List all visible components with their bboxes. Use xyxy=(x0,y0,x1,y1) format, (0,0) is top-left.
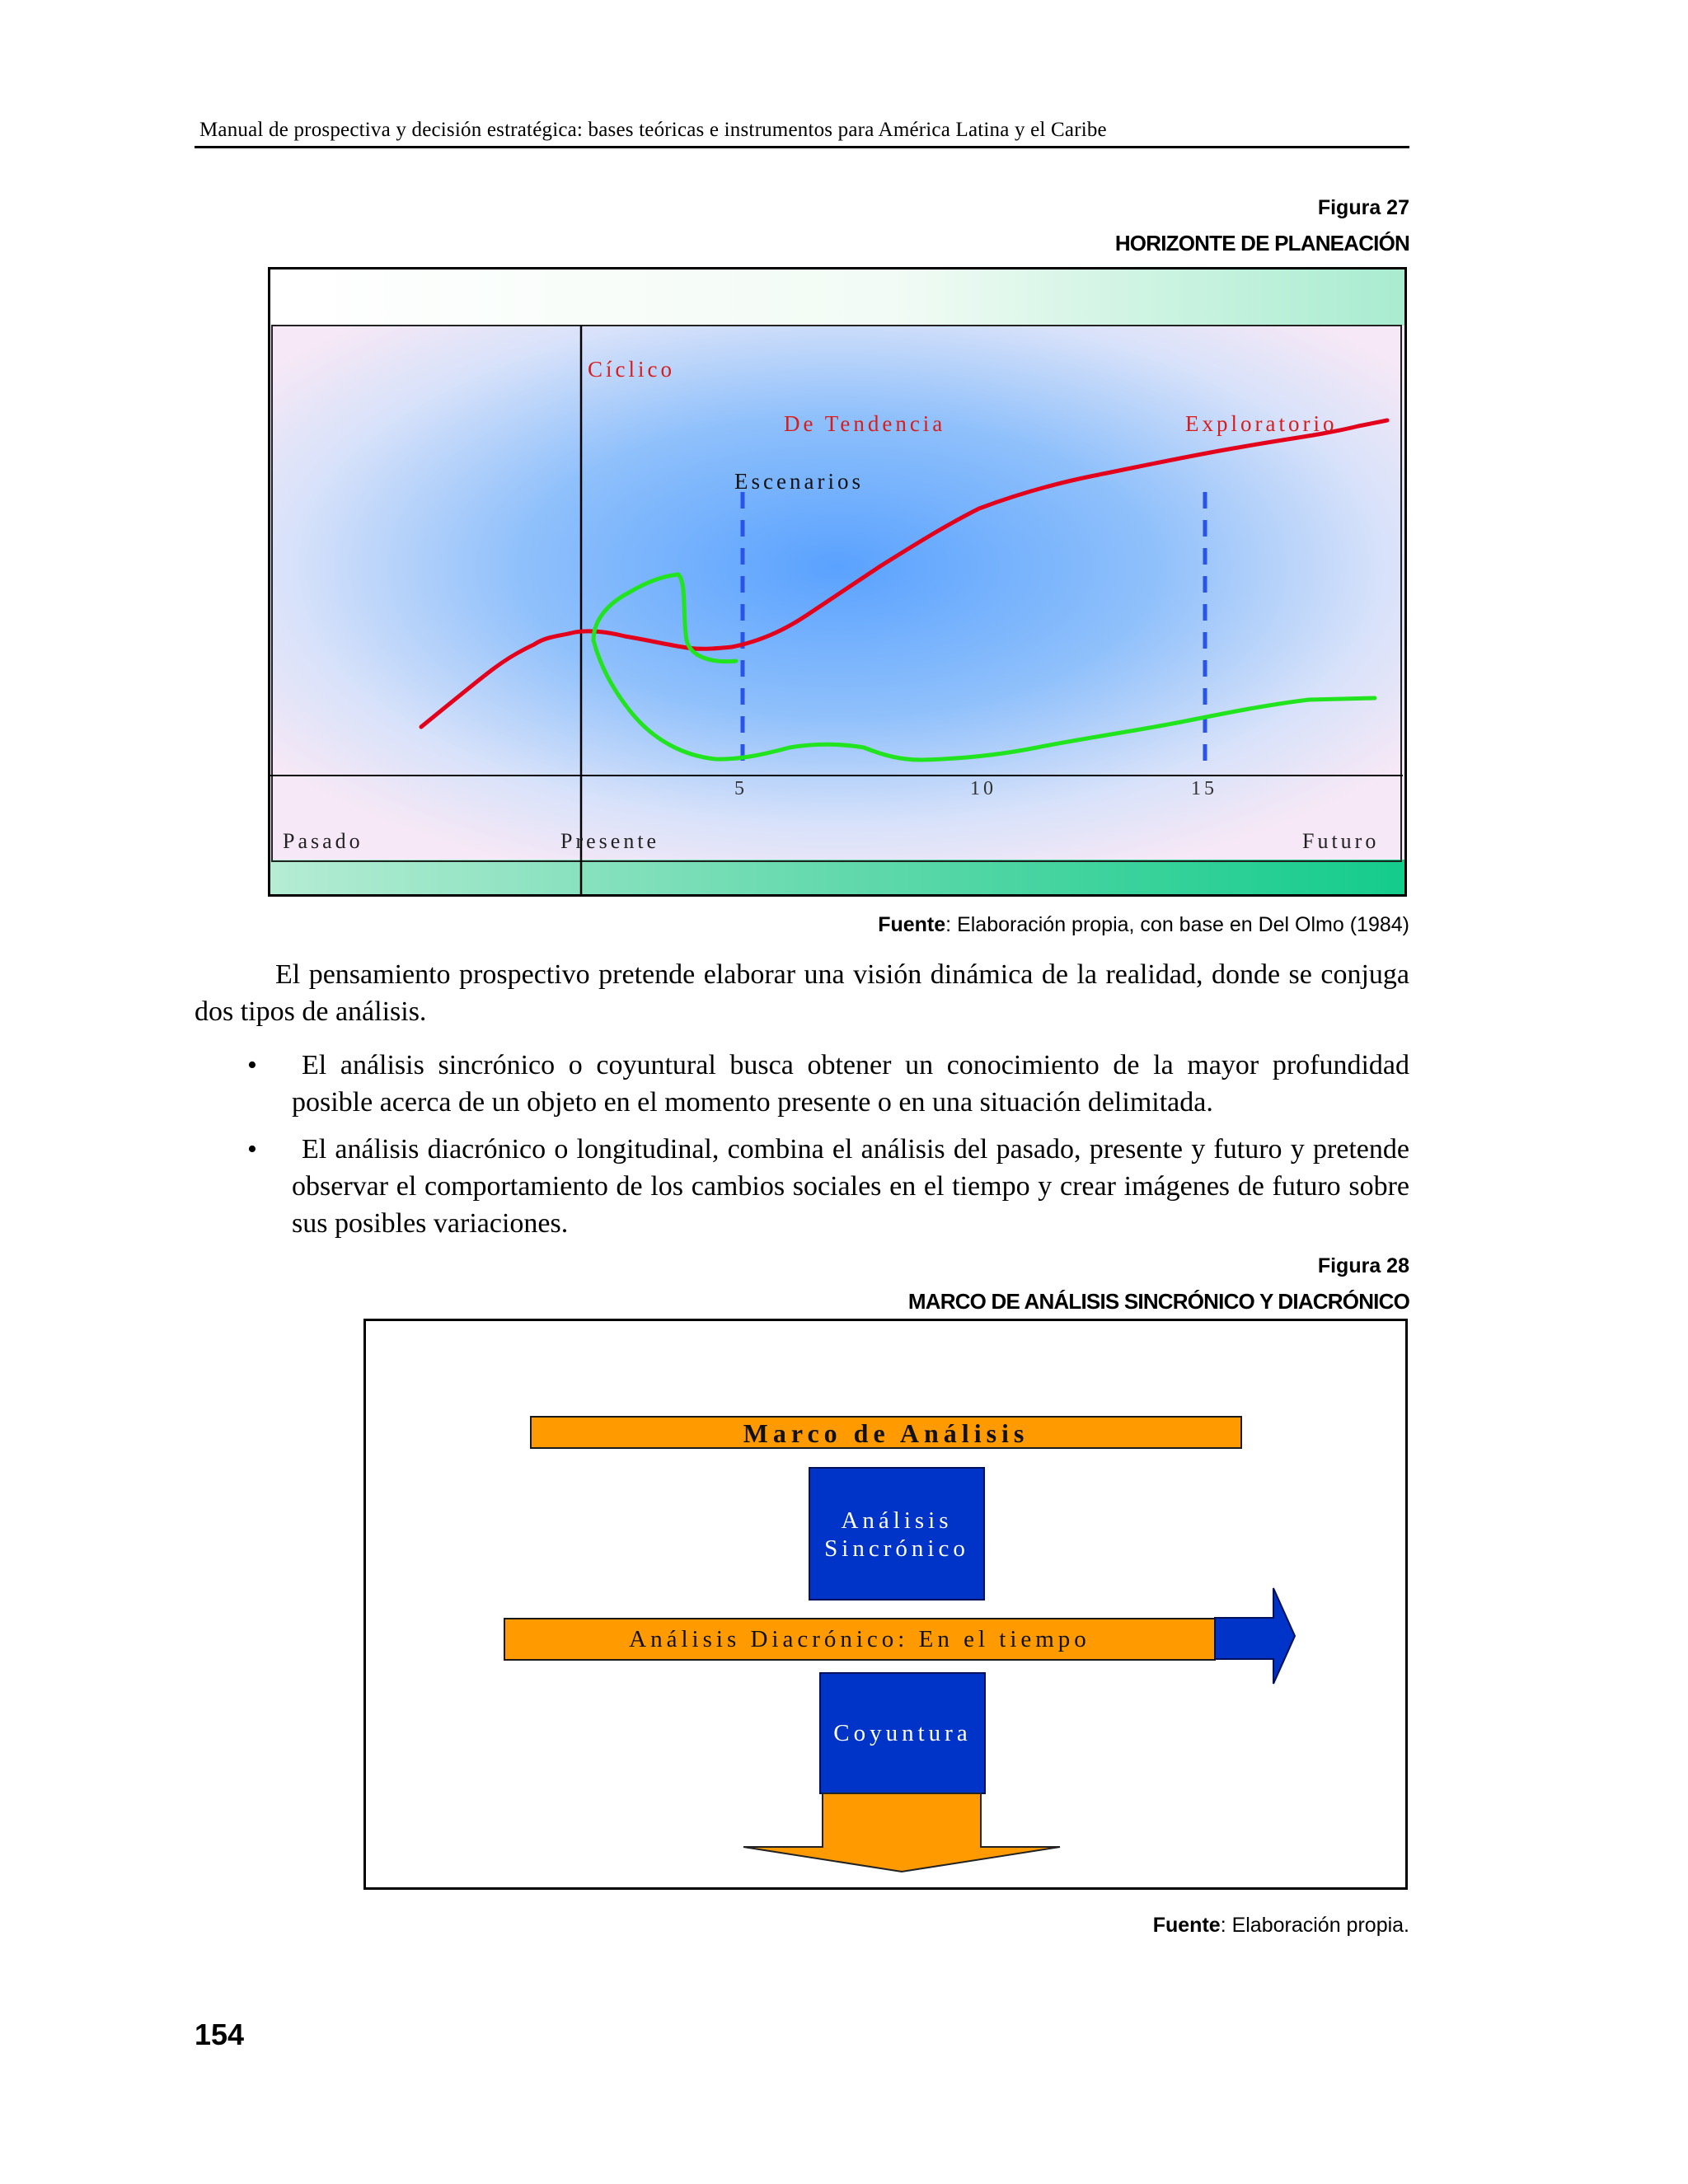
bullet-symbol: • xyxy=(247,1050,257,1080)
bullet-symbol: • xyxy=(247,1134,257,1165)
horizon-diagram-svg xyxy=(270,269,1404,894)
marco-analisis-label: Marco de Análisis xyxy=(743,1418,1029,1448)
sincronico-box xyxy=(809,1467,985,1601)
running-header: Manual de prospectiva y decisión estratégica: bases teóricas e instrumentos para América Latina y el Caribe xyxy=(199,119,1107,141)
coyuntura-label: Coyuntura xyxy=(833,1720,972,1746)
page-number: 154 xyxy=(195,2018,245,2051)
figure-27-source xyxy=(878,913,1409,937)
source-text: : Elaboración propia, con base en Del Olmo (1984) xyxy=(945,913,1409,936)
figure-28-diagram xyxy=(363,1319,1408,1890)
label-ciclico: Cíclico xyxy=(588,357,675,382)
arrow-down-icon xyxy=(737,1793,1067,1875)
label-presente: Presente xyxy=(560,829,660,853)
label-pasado: Pasado xyxy=(283,829,363,853)
top-band xyxy=(270,269,1404,326)
figure-27-title: HORIZONTE DE PLANEACIÓN xyxy=(1114,231,1409,255)
diacronico-label: Análisis Diacrónico: En el tiempo xyxy=(629,1626,1090,1652)
figure-28-title: MARCO DE ANÁLISIS SINCRÓNICO Y DIACRÓNICO xyxy=(907,1289,1409,1314)
coyuntura-box xyxy=(819,1672,986,1794)
bullet-text: El análisis diacrónico o longitudinal, combina el análisis del pasado, presente y futuro y pretende observar el comportamiento de los cambios sociales en el tiempo y crear imágenes de futuro sobre sus posibles variaciones. xyxy=(292,1134,1409,1239)
tick-label-5: 5 xyxy=(734,778,748,799)
source-bold: Fuente xyxy=(878,913,946,936)
sincronico-line1: Análisis xyxy=(841,1507,953,1534)
bottom-band xyxy=(270,860,1404,894)
tick-label-10: 10 xyxy=(970,778,996,799)
figure-27-label: Figura 27 xyxy=(1317,196,1409,219)
source-text: : Elaboración propia. xyxy=(1220,1914,1409,1937)
label-tendencia: De Tendencia xyxy=(784,411,946,436)
figure-27-diagram xyxy=(268,267,1407,897)
label-escenarios: Escenarios xyxy=(734,469,864,494)
bullet-text: El análisis sincrónico o coyuntural busca obtener un conocimiento de la mayor profundidad posible acerca de un objeto en el momento presente o en una situación delimitada. xyxy=(292,1050,1409,1118)
figure-28-source xyxy=(1153,1914,1409,1938)
arrow-right-icon xyxy=(1214,1586,1296,1685)
label-futuro: Futuro xyxy=(1302,829,1380,853)
source-bold: Fuente xyxy=(1152,1914,1221,1937)
tick-label-15: 15 xyxy=(1191,778,1217,799)
bullet-item xyxy=(247,1047,1409,1121)
diacronico-bar xyxy=(504,1618,1216,1661)
figure-28-label: Figura 28 xyxy=(1317,1254,1409,1277)
marco-analisis-bar xyxy=(530,1416,1242,1449)
sincronico-line2: Sincrónico xyxy=(824,1535,969,1562)
body-paragraph: El pensamiento prospectivo pretende elaborar una visión dinámica de la realidad, donde se conjuga dos tipos de análisis. xyxy=(195,959,1409,1027)
header-rule xyxy=(195,146,1409,148)
bullet-item xyxy=(247,1131,1409,1242)
label-exploratorio: Exploratorio xyxy=(1185,411,1338,436)
